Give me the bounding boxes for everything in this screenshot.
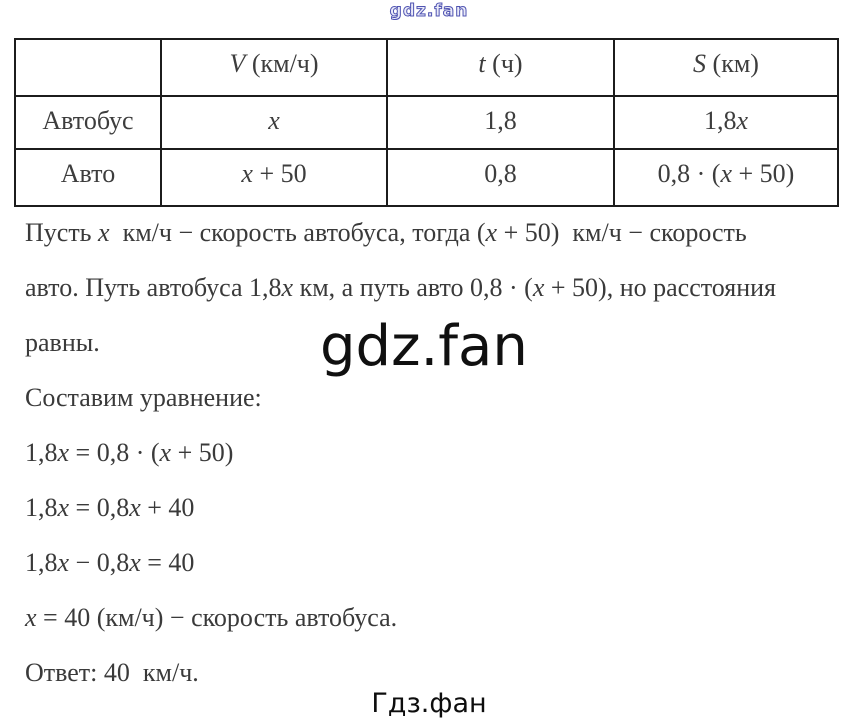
bottom-watermark: Гдз.фан bbox=[371, 688, 487, 719]
center-watermark: gdz.fan bbox=[320, 314, 528, 379]
header-cell-empty bbox=[15, 39, 161, 96]
header-cell-distance: S (км) bbox=[614, 39, 838, 96]
bus-time-cell: 1,8 bbox=[387, 96, 614, 149]
header-cell-time: t (ч) bbox=[387, 39, 614, 96]
car-speed-cell: x + 50 bbox=[161, 149, 387, 206]
solution-line-1: Пусть x км/ч − скорость автобуса, тогда (x + 50) км/ч − скорость bbox=[25, 218, 747, 247]
solution-line-4: Составим уравнение: bbox=[25, 383, 262, 412]
solution-line-2: авто. Путь автобуса 1,8x км, а путь авто 0,8 · (x + 50), но расстояния bbox=[25, 273, 777, 302]
bus-speed-cell: x bbox=[161, 96, 387, 149]
answer-line: Ответ: 40 км/ч. bbox=[25, 658, 199, 687]
row-label-car: Авто bbox=[15, 149, 161, 206]
header-cell-speed: V (км/ч) bbox=[161, 39, 387, 96]
bus-distance-cell: 1,8x bbox=[614, 96, 838, 149]
top-watermark: gdz.fan bbox=[389, 1, 469, 21]
table-header-row bbox=[15, 39, 838, 96]
table-row bbox=[15, 149, 838, 206]
car-time-cell: 0,8 bbox=[387, 149, 614, 206]
result-line: x = 40 (км/ч) − скорость автобуса. bbox=[25, 603, 398, 632]
car-distance-cell: 0,8 · (x + 50) bbox=[614, 149, 838, 206]
solution-line-3: равны. bbox=[25, 328, 100, 357]
row-label-bus: Автобус bbox=[15, 96, 161, 149]
table-row bbox=[15, 96, 838, 149]
equation-line-3: 1,8x − 0,8x = 40 bbox=[25, 548, 195, 577]
solution-text bbox=[25, 205, 840, 700]
equation-line-2: 1,8x = 0,8x + 40 bbox=[25, 493, 195, 522]
equation-line-1: 1,8x = 0,8 · (x + 50) bbox=[25, 438, 234, 467]
data-table bbox=[14, 38, 839, 207]
